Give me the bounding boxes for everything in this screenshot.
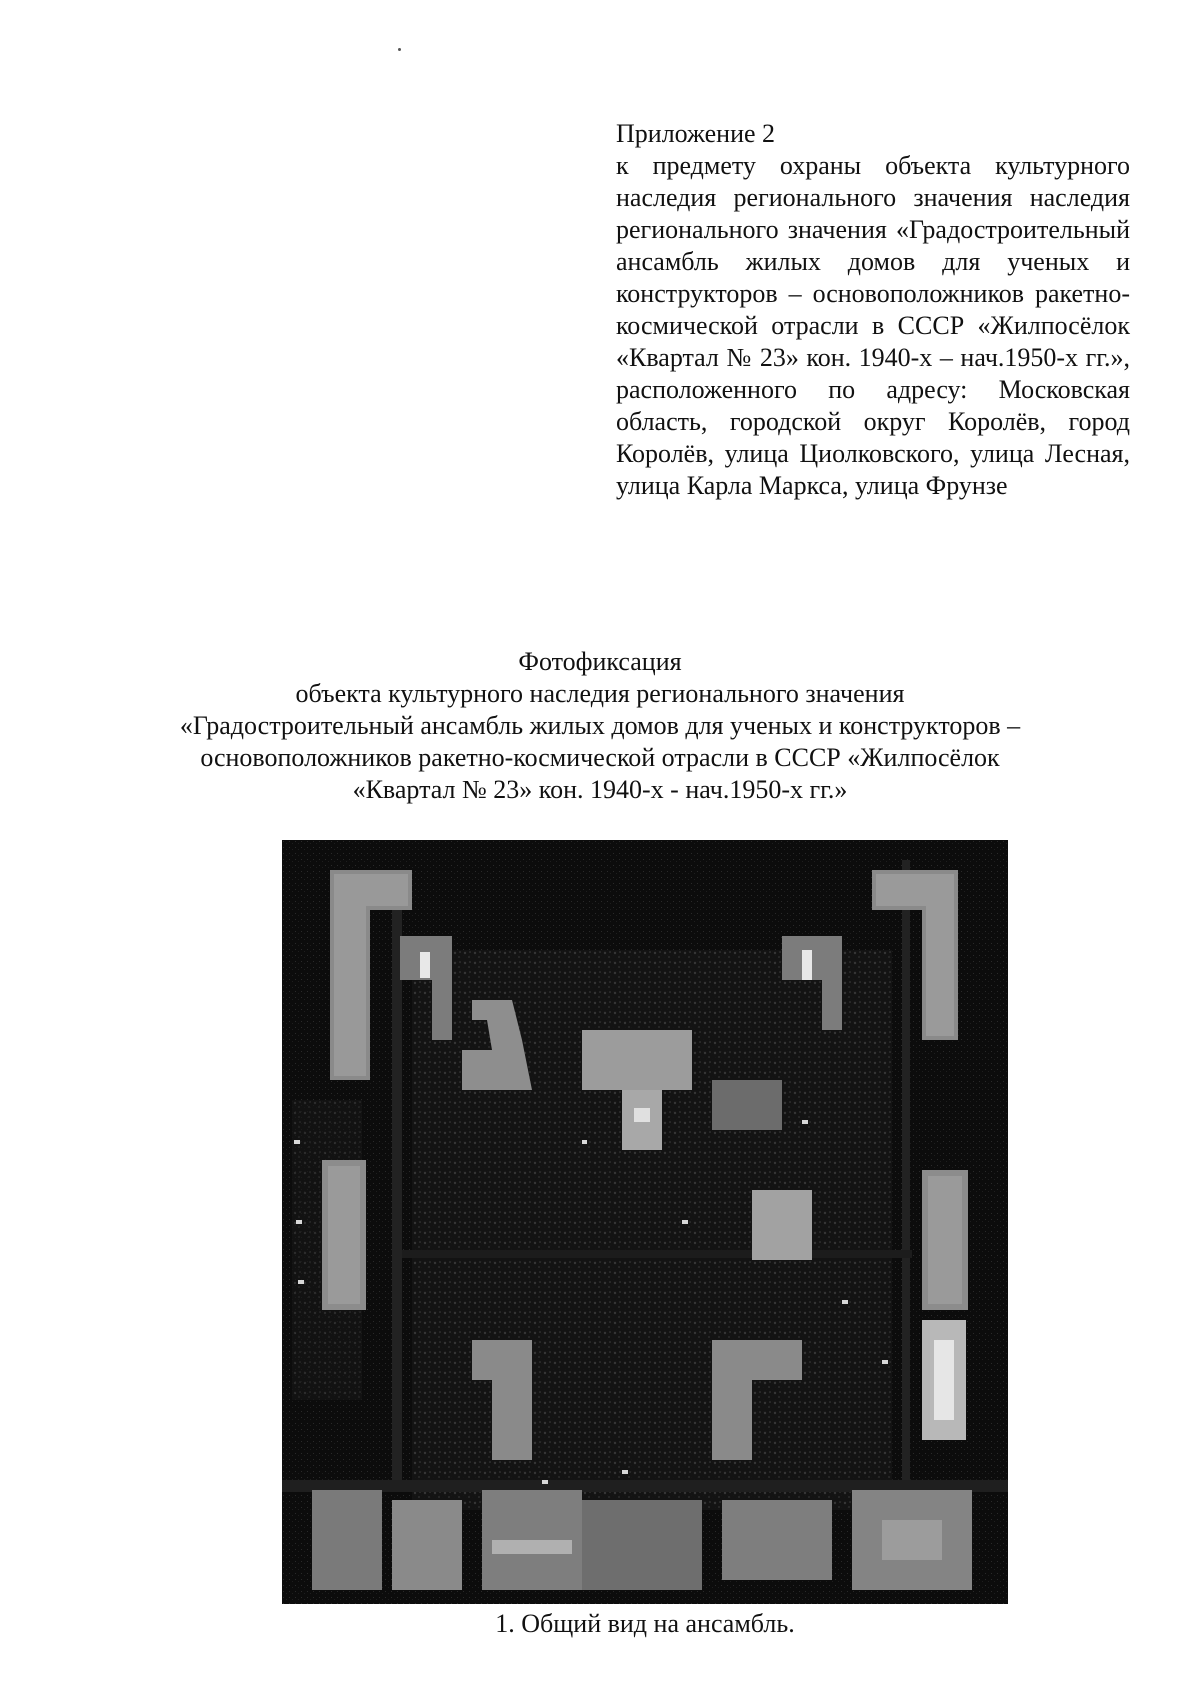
appendix-block <box>616 118 1130 502</box>
appendix-body: к предмету охраны объекта культурного наследия регионального значения наследия регионального значения «Градостроительный ансамбль жилых домов для ученых и конструкторов – основоположников ракетно-космической отрасли в СССР «Жилпосёлок «Квартал № 23» кон. 1940-х – нач.1950-х гг.», расположенного по адресу: Московская область, городской округ Королёв, город Королёв, улица Циолковского, улица Лесная, улица Карла Маркса, улица Фрунзе <box>616 151 1130 500</box>
heading-line: Фотофиксация <box>518 647 682 676</box>
heading-line: «Градостроительный ансамбль жилых домов для ученых и конструкторов – <box>179 711 1021 740</box>
appendix-title: Приложение 2 <box>616 119 776 148</box>
heading-line: «Квартал № 23» кон. 1940-х - нач.1950-х гг.» <box>352 775 848 804</box>
aerial-photo <box>282 840 1008 1604</box>
heading-line: основоположников ракетно-космической отрасли в СССР «Жилпосёлок <box>200 743 1000 772</box>
document-heading <box>60 646 1140 806</box>
scan-speck <box>398 48 401 51</box>
photo-caption: 1. Общий вид на ансамбль. <box>495 1609 795 1638</box>
heading-line: объекта культурного наследия регионального значения <box>295 679 905 708</box>
aerial-photo-image <box>282 840 1008 1604</box>
